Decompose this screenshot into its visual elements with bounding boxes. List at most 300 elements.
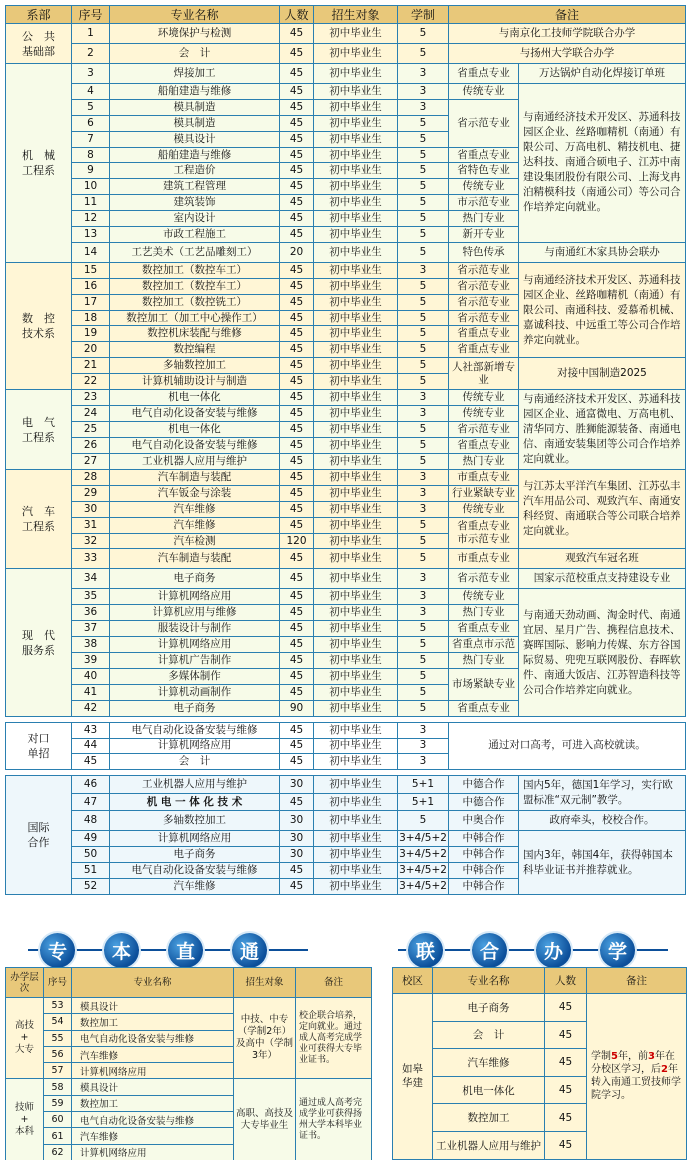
row-major: 模具设计 bbox=[72, 1079, 234, 1095]
row-no: 10 bbox=[72, 179, 110, 195]
row-years: 3 bbox=[398, 64, 449, 84]
row-count: 30 bbox=[280, 776, 314, 794]
tag-text: 省重点专业 bbox=[457, 148, 510, 161]
row-no: 8 bbox=[72, 147, 110, 163]
row-years: 3 bbox=[398, 722, 449, 738]
row-no: 62 bbox=[44, 1144, 72, 1160]
row-years: 5 bbox=[398, 115, 449, 131]
row-major: 电子商务 bbox=[433, 994, 545, 1022]
row-major: 汽车制造与装配 bbox=[110, 470, 280, 486]
row-count: 45 bbox=[280, 863, 314, 879]
row-major: 汽车维修 bbox=[110, 878, 280, 894]
row-years: 5 bbox=[398, 242, 449, 262]
row-note: 万达锅炉自动化焊接订单班 bbox=[519, 64, 686, 84]
tag-text: 省重点专业 bbox=[457, 622, 510, 635]
row-years: 3+4/5+2 bbox=[398, 831, 449, 847]
row-major: 建筑工程管理 bbox=[110, 179, 280, 195]
row-major: 汽车钣金与涂装 bbox=[110, 485, 280, 501]
row-major: 机电一体化 bbox=[433, 1076, 545, 1104]
row-years: 5 bbox=[398, 700, 449, 716]
row-years: 5 bbox=[398, 549, 449, 569]
banner-char: 办 bbox=[536, 933, 571, 968]
row-target: 初中毕业生 bbox=[314, 358, 398, 374]
col-note: 备注 bbox=[587, 968, 687, 994]
row-major: 模具设计 bbox=[72, 998, 234, 1014]
note-text: 年，前 bbox=[617, 1051, 648, 1063]
row-target: 初中毕业生 bbox=[314, 684, 398, 700]
tag-text: 热门专业 bbox=[462, 653, 505, 666]
tag-text: 省重点市示范 bbox=[452, 638, 515, 651]
row-no: 24 bbox=[72, 406, 110, 422]
row-major: 建筑装饰 bbox=[110, 195, 280, 211]
row-tag bbox=[449, 326, 519, 342]
row-no: 14 bbox=[72, 242, 110, 262]
tag-text: 省重点专业 bbox=[457, 67, 510, 79]
row-major: 焊接加工 bbox=[110, 64, 280, 84]
table-row bbox=[6, 811, 686, 831]
table-row bbox=[6, 390, 686, 406]
col-level: 办学层次 bbox=[6, 968, 44, 998]
row-note: 与南通红木家具协会联办 bbox=[519, 242, 686, 262]
row-note: 通过成人高考完成学业可获得扬州大学本科毕业证书。 bbox=[296, 1079, 372, 1160]
row-tag bbox=[449, 227, 519, 243]
row-no: 42 bbox=[72, 700, 110, 716]
tag-text: 省示范专业 bbox=[457, 295, 510, 308]
row-years: 5 bbox=[398, 310, 449, 326]
row-tag bbox=[449, 242, 519, 262]
tag-text: 传统专业 bbox=[462, 407, 505, 420]
row-tag bbox=[449, 863, 519, 879]
row-years: 3 bbox=[398, 501, 449, 517]
tag-text: 中奥合作 bbox=[462, 814, 505, 827]
tag-text: 省重点专业 bbox=[457, 327, 510, 340]
banner-char: 本 bbox=[104, 933, 139, 968]
tag-text: 特色传承 bbox=[462, 245, 505, 258]
dept-cell bbox=[6, 776, 72, 895]
row-note: 对接中国制造2025 bbox=[519, 358, 686, 390]
table-row bbox=[6, 776, 686, 794]
row-target: 初中毕业生 bbox=[314, 668, 398, 684]
row-tag bbox=[449, 294, 519, 310]
row-tag bbox=[449, 668, 519, 700]
row-count: 45 bbox=[280, 294, 314, 310]
row-tag bbox=[449, 589, 519, 605]
col-major: 专业名称 bbox=[110, 6, 280, 24]
row-count: 45 bbox=[280, 738, 314, 754]
row-note: 与南京化工技师学院联合办学 bbox=[449, 24, 686, 44]
row-count: 45 bbox=[280, 24, 314, 44]
row-major: 电气自动化设备安装与维修 bbox=[110, 722, 280, 738]
enrollment-table bbox=[5, 5, 686, 895]
row-tag bbox=[449, 438, 519, 454]
tag-text: 市示范专业 bbox=[457, 196, 510, 209]
row-count: 45 bbox=[280, 326, 314, 342]
row-note: 国内5年，德国1年学习，实行欧盟标准“双元制”教学。 bbox=[519, 776, 686, 811]
dept-cell bbox=[6, 390, 72, 470]
row-tag bbox=[449, 99, 519, 147]
row-target: 初中毕业生 bbox=[314, 700, 398, 716]
col-count: 人数 bbox=[545, 968, 587, 994]
table-header bbox=[393, 968, 687, 994]
row-major: 船舶建造与维修 bbox=[110, 147, 280, 163]
tag-text: 传统专业 bbox=[462, 590, 505, 603]
row-major: 电子商务 bbox=[110, 847, 280, 863]
row-years: 5+1 bbox=[398, 776, 449, 794]
row-major: 机电一体化 bbox=[110, 390, 280, 406]
col-note: 备注 bbox=[449, 6, 686, 24]
row-years: 5 bbox=[398, 653, 449, 669]
row-no: 53 bbox=[44, 998, 72, 1014]
row-count: 45 bbox=[280, 637, 314, 653]
row-years: 5 bbox=[398, 621, 449, 637]
row-no: 36 bbox=[72, 605, 110, 621]
row-target: 初中毕业生 bbox=[314, 278, 398, 294]
row-no: 59 bbox=[44, 1095, 72, 1111]
row-major: 数控加工（数控铣工） bbox=[110, 294, 280, 310]
row-years: 5 bbox=[398, 517, 449, 533]
row-tag bbox=[449, 64, 519, 84]
row-major: 工业机器人应用与维护 bbox=[110, 454, 280, 470]
campus-name: 如皋 华建 bbox=[402, 1063, 423, 1090]
row-major: 汽车维修 bbox=[433, 1049, 545, 1077]
tag-text: 省示范专业 bbox=[457, 311, 510, 324]
tag-text: 中韩合作 bbox=[462, 848, 505, 861]
row-count: 45 bbox=[280, 278, 314, 294]
row-tag bbox=[449, 517, 519, 549]
row-major: 会 计 bbox=[433, 1021, 545, 1049]
row-no: 34 bbox=[72, 569, 110, 589]
row-count: 45 bbox=[280, 438, 314, 454]
banner-lianhe bbox=[398, 933, 668, 967]
row-years: 3 bbox=[398, 569, 449, 589]
row-major: 计算机网络应用 bbox=[72, 1144, 234, 1160]
row-major: 汽车制造与装配 bbox=[110, 549, 280, 569]
row-major: 数控编程 bbox=[110, 342, 280, 358]
row-no: 9 bbox=[72, 163, 110, 179]
row-count: 45 bbox=[280, 115, 314, 131]
row-no: 29 bbox=[72, 485, 110, 501]
row-years: 3+4/5+2 bbox=[398, 863, 449, 879]
row-note: 观致汽车冠名班 bbox=[519, 549, 686, 569]
row-major: 计算机网络应用 bbox=[110, 589, 280, 605]
row-count: 45 bbox=[545, 1104, 587, 1132]
row-major: 机电一体化 bbox=[110, 422, 280, 438]
row-target: 初中毕业生 bbox=[314, 438, 398, 454]
tag-text: 省特色专业 bbox=[457, 164, 510, 177]
table-header bbox=[6, 968, 372, 998]
row-tag bbox=[449, 470, 519, 486]
row-tag bbox=[449, 211, 519, 227]
row-major: 多媒体制作 bbox=[110, 668, 280, 684]
tag-text: 人社部新增专业 bbox=[452, 360, 515, 386]
table-row bbox=[6, 1079, 372, 1095]
row-no: 54 bbox=[44, 1014, 72, 1030]
row-note: 与扬州大学联合办学 bbox=[449, 44, 686, 64]
row-years: 5 bbox=[398, 811, 449, 831]
banner-char: 直 bbox=[168, 933, 203, 968]
row-years: 3 bbox=[398, 84, 449, 100]
row-no: 33 bbox=[72, 549, 110, 569]
row-target: 初中毕业生 bbox=[314, 163, 398, 179]
zhuanben-table bbox=[5, 967, 372, 1160]
row-years: 5 bbox=[398, 294, 449, 310]
tag-text: 热门专业 bbox=[462, 606, 505, 619]
row-major: 模具制造 bbox=[110, 99, 280, 115]
tag-text: 热门专业 bbox=[462, 455, 505, 468]
row-major: 工业机器人应用与维护 bbox=[110, 776, 280, 794]
row-count: 30 bbox=[280, 847, 314, 863]
row-count: 45 bbox=[280, 470, 314, 486]
row-count: 45 bbox=[280, 99, 314, 115]
table-row bbox=[6, 262, 686, 278]
col-years: 学制 bbox=[398, 6, 449, 24]
row-no: 46 bbox=[72, 776, 110, 794]
row-target: 初中毕业生 bbox=[314, 195, 398, 211]
row-target: 初中毕业生 bbox=[314, 422, 398, 438]
row-major: 计算机辅助设计与制造 bbox=[110, 374, 280, 390]
row-target: 初中毕业生 bbox=[314, 501, 398, 517]
row-major: 数控加工 bbox=[72, 1014, 234, 1030]
row-years: 5 bbox=[398, 684, 449, 700]
table-row bbox=[6, 64, 686, 84]
row-major: 计算机广告制作 bbox=[110, 653, 280, 669]
row-target: 高职、高技及大专毕业生 bbox=[234, 1079, 296, 1160]
note-number: 5 bbox=[611, 1051, 618, 1063]
row-count: 45 bbox=[280, 793, 314, 811]
row-count: 45 bbox=[280, 131, 314, 147]
tag-text: 传统专业 bbox=[462, 180, 505, 193]
row-no: 31 bbox=[72, 517, 110, 533]
col-major: 专业名称 bbox=[433, 968, 545, 994]
row-target: 初中毕业生 bbox=[314, 310, 398, 326]
row-count: 45 bbox=[545, 1131, 587, 1159]
row-major: 数控加工（数控车工） bbox=[110, 278, 280, 294]
row-years: 5 bbox=[398, 454, 449, 470]
row-no: 60 bbox=[44, 1112, 72, 1128]
row-years: 5 bbox=[398, 533, 449, 549]
row-no: 25 bbox=[72, 422, 110, 438]
row-major: 多轴数控加工 bbox=[110, 811, 280, 831]
row-note: 通过对口高考，可进入高校就读。 bbox=[449, 722, 686, 770]
row-no: 35 bbox=[72, 589, 110, 605]
row-years: 3 bbox=[398, 99, 449, 115]
row-count: 45 bbox=[280, 406, 314, 422]
table-row bbox=[6, 569, 686, 589]
row-major: 电气自动化设备安装与维修 bbox=[110, 863, 280, 879]
row-major: 电气自动化设备安装与维修 bbox=[110, 438, 280, 454]
row-note: 政府牵头，校校合作。 bbox=[519, 811, 686, 831]
row-years: 5 bbox=[398, 163, 449, 179]
row-major: 工程造价 bbox=[110, 163, 280, 179]
table-row bbox=[6, 831, 686, 847]
table-row bbox=[6, 242, 686, 262]
row-years: 3 bbox=[398, 262, 449, 278]
row-no: 18 bbox=[72, 310, 110, 326]
row-major: 汽车维修 bbox=[72, 1128, 234, 1144]
row-tag bbox=[449, 569, 519, 589]
col-no: 序号 bbox=[72, 6, 110, 24]
col-campus: 校区 bbox=[393, 968, 433, 994]
tag-text: 传统专业 bbox=[462, 391, 505, 404]
row-major: 汽车维修 bbox=[72, 1046, 234, 1062]
note-text: 年转入南通工贸技师学院学习。 bbox=[591, 1064, 681, 1102]
tag-text: 中德合作 bbox=[462, 795, 505, 808]
row-years: 5 bbox=[398, 24, 449, 44]
row-major: 计算机网络应用 bbox=[110, 637, 280, 653]
row-target: 初中毕业生 bbox=[314, 549, 398, 569]
table-row bbox=[393, 994, 687, 1022]
row-years: 5 bbox=[398, 179, 449, 195]
row-no: 41 bbox=[72, 684, 110, 700]
row-years: 5 bbox=[398, 438, 449, 454]
dept-cell bbox=[6, 722, 72, 770]
row-tag bbox=[449, 549, 519, 569]
row-count: 45 bbox=[280, 195, 314, 211]
row-target: 初中毕业生 bbox=[314, 485, 398, 501]
tag-text: 中韩合作 bbox=[462, 864, 505, 876]
row-count: 120 bbox=[280, 533, 314, 549]
row-no: 26 bbox=[72, 438, 110, 454]
row-no: 16 bbox=[72, 278, 110, 294]
row-target: 初中毕业生 bbox=[314, 211, 398, 227]
row-tag bbox=[449, 358, 519, 390]
tag-text: 省重点专业 市示范专业 bbox=[457, 520, 510, 546]
row-no: 21 bbox=[72, 358, 110, 374]
row-target: 初中毕业生 bbox=[314, 454, 398, 470]
row-major: 汽车检测 bbox=[110, 533, 280, 549]
row-target: 初中毕业生 bbox=[314, 227, 398, 243]
row-count: 45 bbox=[280, 84, 314, 100]
row-target: 初中毕业生 bbox=[314, 754, 398, 770]
tag-text: 中韩合作 bbox=[462, 879, 505, 892]
row-no: 1 bbox=[72, 24, 110, 44]
row-major: 环境保护与检测 bbox=[110, 24, 280, 44]
row-years: 3 bbox=[398, 738, 449, 754]
col-count: 人数 bbox=[280, 6, 314, 24]
row-no: 51 bbox=[72, 863, 110, 879]
row-no: 27 bbox=[72, 454, 110, 470]
row-note: 与南通经济技术开发区、苏通科技园区企业、丝路咖精机（南通）有限公司、万高电机、精技机电、捷达科技、南通合硕电子、江苏中南建设集团股份有限公司、上海戈冉泊精模科技（南通公司）等公司合作培养定向就业。 bbox=[519, 84, 686, 243]
dept-name: 汽 车 工程系 bbox=[22, 505, 55, 534]
row-target: 初中毕业生 bbox=[314, 64, 398, 84]
row-target: 初中毕业生 bbox=[314, 569, 398, 589]
col-target: 招生对象 bbox=[234, 968, 296, 998]
row-count: 45 bbox=[280, 147, 314, 163]
row-tag bbox=[449, 653, 519, 669]
row-target: 初中毕业生 bbox=[314, 115, 398, 131]
row-no: 55 bbox=[44, 1030, 72, 1046]
row-count: 45 bbox=[280, 422, 314, 438]
col-dept: 系部 bbox=[6, 6, 72, 24]
row-major: 计算机应用与维修 bbox=[110, 605, 280, 621]
row-target: 初中毕业生 bbox=[314, 738, 398, 754]
tag-text: 省重点专业 bbox=[457, 343, 510, 356]
row-no: 22 bbox=[72, 374, 110, 390]
row-count: 45 bbox=[280, 653, 314, 669]
row-count: 45 bbox=[280, 684, 314, 700]
row-tag bbox=[449, 700, 519, 716]
row-no: 48 bbox=[72, 811, 110, 831]
row-no: 15 bbox=[72, 262, 110, 278]
row-years: 5 bbox=[398, 637, 449, 653]
row-target: 初中毕业生 bbox=[314, 84, 398, 100]
row-tag bbox=[449, 605, 519, 621]
row-no: 37 bbox=[72, 621, 110, 637]
row-note bbox=[587, 994, 687, 1160]
dept-cell bbox=[6, 64, 72, 263]
row-major: 会 计 bbox=[110, 754, 280, 770]
table-row bbox=[6, 24, 686, 44]
dept-name: 电 气 工程系 bbox=[22, 415, 55, 444]
row-years: 5 bbox=[398, 668, 449, 684]
tag-text: 市重点专业 bbox=[457, 552, 510, 565]
note-text: 学制 bbox=[591, 1051, 611, 1063]
row-years: 5 bbox=[398, 358, 449, 374]
row-no: 7 bbox=[72, 131, 110, 147]
row-no: 47 bbox=[72, 793, 110, 811]
row-major: 电子商务 bbox=[110, 569, 280, 589]
col-no: 序号 bbox=[44, 968, 72, 998]
row-target: 初中毕业生 bbox=[314, 847, 398, 863]
dept-cell bbox=[6, 470, 72, 569]
row-years: 5 bbox=[398, 422, 449, 438]
row-tag bbox=[449, 147, 519, 163]
dept-name: 机 械 工程系 bbox=[22, 148, 55, 177]
tag-text: 省重点专业 bbox=[457, 701, 510, 714]
row-note: 与南通经济技术开发区、苏通科技园区企业、通富微电、万高电机、清华同方、胜狮能源装备、南通电信、南通安装集团等公司合作培养定向就业。 bbox=[519, 390, 686, 470]
banner-char: 学 bbox=[600, 933, 635, 968]
tag-text: 省示范专业 bbox=[457, 116, 510, 129]
row-no: 49 bbox=[72, 831, 110, 847]
row-target: 初中毕业生 bbox=[314, 793, 398, 811]
row-count: 45 bbox=[280, 262, 314, 278]
row-count: 45 bbox=[280, 342, 314, 358]
dept-cell bbox=[6, 262, 72, 389]
row-no: 20 bbox=[72, 342, 110, 358]
row-tag bbox=[449, 84, 519, 100]
row-major: 工业机器人应用与维护 bbox=[433, 1131, 545, 1159]
row-count: 45 bbox=[280, 589, 314, 605]
table-row bbox=[6, 549, 686, 569]
row-no: 28 bbox=[72, 470, 110, 486]
row-years: 3 bbox=[398, 605, 449, 621]
table-row bbox=[6, 358, 686, 374]
row-target: 初中毕业生 bbox=[314, 653, 398, 669]
row-years: 5 bbox=[398, 211, 449, 227]
row-major: 会 计 bbox=[110, 44, 280, 64]
row-target: 初中毕业生 bbox=[314, 811, 398, 831]
row-major: 计算机网络应用 bbox=[110, 738, 280, 754]
row-years: 5 bbox=[398, 131, 449, 147]
col-target: 招生对象 bbox=[314, 6, 398, 24]
level-cell bbox=[6, 1079, 44, 1160]
row-tag bbox=[449, 454, 519, 470]
row-target: 初中毕业生 bbox=[314, 863, 398, 879]
row-count: 45 bbox=[545, 1021, 587, 1049]
row-target: 初中毕业生 bbox=[314, 406, 398, 422]
row-no: 17 bbox=[72, 294, 110, 310]
row-years: 3+4/5+2 bbox=[398, 847, 449, 863]
row-years: 3 bbox=[398, 754, 449, 770]
row-tag bbox=[449, 422, 519, 438]
row-major: 多轴数控加工 bbox=[110, 358, 280, 374]
row-count: 30 bbox=[280, 811, 314, 831]
row-years: 5 bbox=[398, 342, 449, 358]
row-tag bbox=[449, 342, 519, 358]
row-no: 38 bbox=[72, 637, 110, 653]
table-header bbox=[6, 6, 686, 24]
row-target: 初中毕业生 bbox=[314, 44, 398, 64]
